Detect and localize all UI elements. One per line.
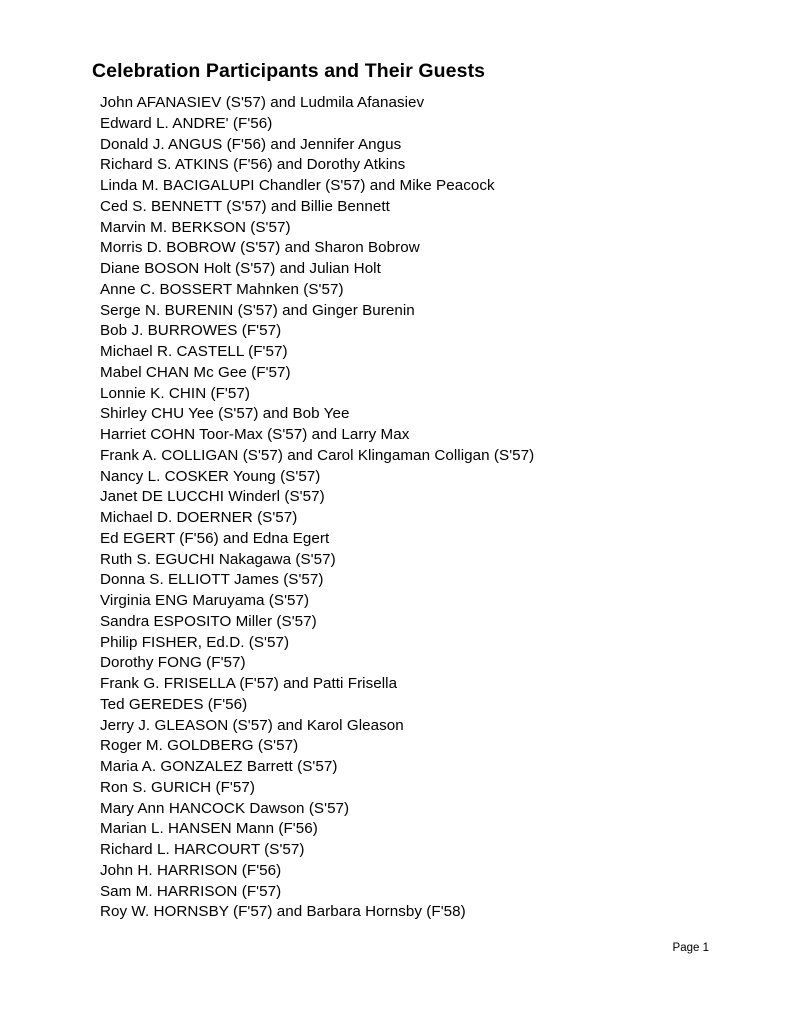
list-item: Lonnie K. CHIN (F'57) [100,384,250,402]
list-item: Serge N. BURENIN (S'57) and Ginger Burenin [100,301,415,319]
page-number: Page 1 [672,942,709,954]
list-item: Richard S. ATKINS (F'56) and Dorothy Atkins [100,156,406,174]
list-item: Mary Ann HANCOCK Dawson (S'57) [100,799,350,817]
list-item: Ted GEREDES (F'56) [100,695,248,713]
list-item: Ced S. BENNETT (S'57) and Billie Bennett [100,197,390,215]
list-item: Dorothy FONG (F'57) [100,654,246,672]
list-item: John H. HARRISON (F'56) [100,861,282,879]
list-item: Richard L. HARCOURT (S'57) [100,841,305,858]
list-item: Linda M. BACIGALUPI Chandler (S'57) and Mike Peacock [100,177,495,194]
list-item: Anne C. BOSSERT Mahnken (S'57) [100,280,344,298]
list-item: Maria A. GONZALEZ Barrett (S'57) [100,758,338,775]
participant-list [100,93,740,923]
list-item: Philip FISHER, Ed.D. (S'57) [100,633,290,651]
list-item: Morris D. BOBROW (S'57) and Sharon Bobrow [100,239,420,257]
list-item: Marvin M. BERKSON (S'57) [100,218,291,236]
list-item: Michael R. CASTELL (F'57) [100,343,288,360]
list-item: Ruth S. EGUCHI Nakagawa (S'57) [100,550,336,568]
list-item: Marian L. HANSEN Mann (F'56) [100,820,318,838]
list-item: Frank G. FRISELLA (F'57) and Patti Frisella [100,675,398,692]
list-item: Virginia ENG Maruyama (S'57) [100,592,310,609]
list-item: Nancy L. COSKER Young (S'57) [100,467,321,485]
list-item: Janet DE LUCCHI Winderl (S'57) [100,488,325,506]
list-item: Roy W. HORNSBY (F'57) and Barbara Hornsby (F'58) [100,903,466,921]
list-item: Sam M. HARRISON (F'57) [100,882,282,900]
list-item: Sandra ESPOSITO Miller (S'57) [100,612,317,630]
list-item: Michael D. DOERNER (S'57) [100,509,298,526]
list-item: Donna S. ELLIOTT James (S'57) [100,571,324,589]
list-item: Ron S. GURICH (F'57) [100,778,255,796]
list-item: Mabel CHAN Mc Gee (F'57) [100,363,291,381]
list-item: Harriet COHN Toor-Max (S'57) and Larry Max [100,426,410,443]
list-item: Edward L. ANDRE' (F'56) [100,114,273,132]
list-item: Jerry J. GLEASON (S'57) and Karol Gleason [100,716,404,734]
list-item: John AFANASIEV (S'57) and Ludmila Afanasiev [100,94,425,111]
list-item: Shirley CHU Yee (S'57) and Bob Yee [100,405,350,423]
list-item: Frank A. COLLIGAN (S'57) and Carol Klingaman Colligan (S'57) [100,446,535,464]
list-item: Ed EGERT (F'56) and Edna Egert [100,529,330,547]
list-item: Donald J. ANGUS (F'56) and Jennifer Angus [100,135,402,153]
list-item: Roger M. GOLDBERG (S'57) [100,737,299,755]
page-title: Celebration Participants and Their Guests [92,60,486,83]
list-item: Diane BOSON Holt (S'57) and Julian Holt [100,260,381,277]
list-item: Bob J. BURROWES (F'57) [100,322,282,340]
